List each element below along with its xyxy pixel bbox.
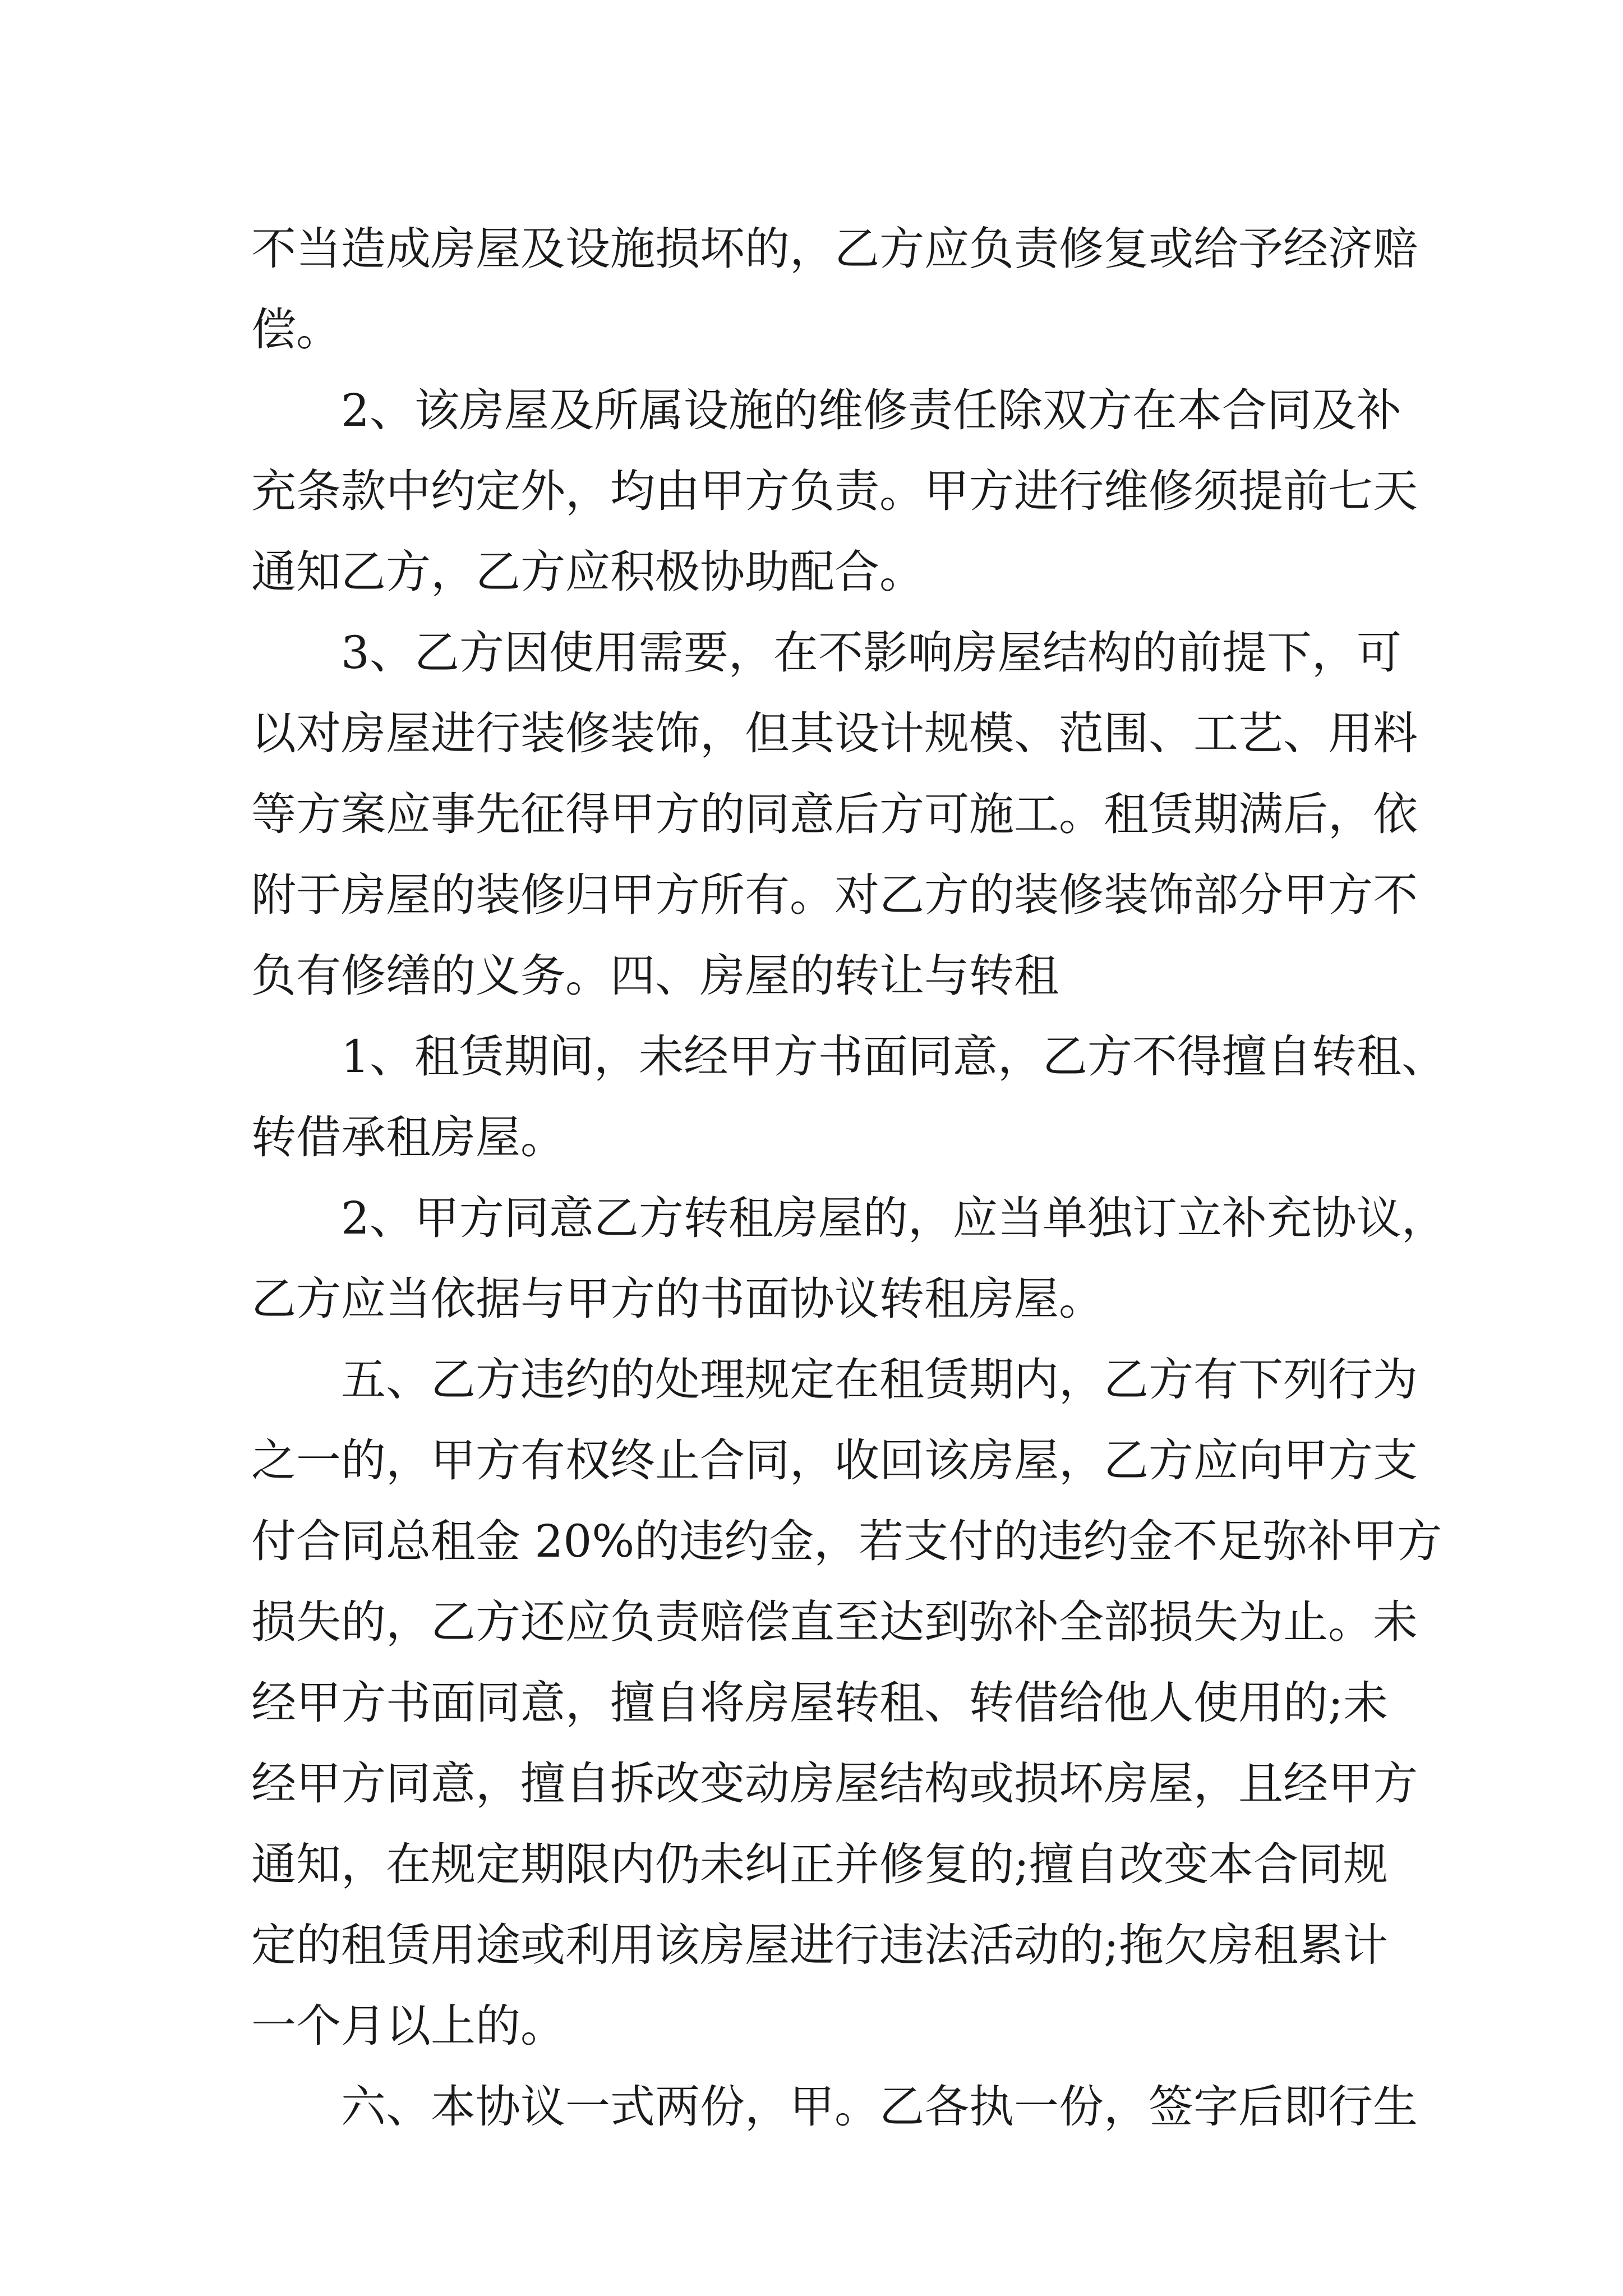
text-line: 付合同总租金 20%的违约金，若支付的违约金不足弥补甲方 [251,1515,1442,1567]
text-line: 充条款中约定外，均由甲方负责。甲方进行维修须提前七天 [251,465,1418,517]
text-line: 损失的，乙方还应负责赔偿直至达到弥补全部损失为止。未 [251,1596,1418,1648]
text-line: 一个月以上的。 [251,2000,565,2052]
paragraph-start-line: 六、本协议一式两份，甲。乙各执一份，签字后即行生 [341,2081,1418,2133]
text-line: 以对房屋进行装修装饰，但其设计规模、范围、工艺、用料 [251,707,1418,760]
paragraph-start-line: 2、该房屋及所属设施的维修责任除双方在本合同及补 [341,384,1401,436]
text-line: 偿。 [251,303,341,356]
text-line: 等方案应事先征得甲方的同意后方可施工。租赁期满后，依 [251,788,1418,840]
paragraph-start-line: 五、乙方违约的处理规定在租赁期内，乙方有下列行为 [341,1354,1418,1406]
text-line: 通知，在规定期限内仍未纠正并修复的;擅自改变本合同规 [251,1838,1388,1890]
text-line: 负有修缮的义务。四、房屋的转让与转租 [251,950,1059,1002]
text-line: 不当造成房屋及设施损坏的，乙方应负责修复或给予经济赔 [251,223,1418,275]
text-line: 附于房屋的装修归甲方所有。对乙方的装修装饰部分甲方不 [251,869,1418,921]
paragraph-start-line: 1、租赁期间，未经甲方书面同意，乙方不得擅自转租、 [341,1030,1446,1083]
paragraph-start-line: 3、乙方因使用需要，在不影响房屋结构的前提下，可 [341,627,1401,679]
document-page [251,209,1446,2147]
paragraph-start-line: 2、甲方同意乙方转租房屋的，应当单独订立补充协议， [341,1192,1446,1244]
text-line: 经甲方同意，擅自拆改变动房屋结构或损坏房屋，且经甲方 [251,1757,1418,1810]
text-line: 乙方应当依据与甲方的书面协议转租房屋。 [251,1273,1104,1325]
text-line: 转借承租房屋。 [251,1111,565,1163]
text-line: 之一的，甲方有权终止合同，收回该房屋，乙方应向甲方支 [251,1434,1418,1487]
text-line: 通知乙方，乙方应积极协助配合。 [251,546,924,598]
text-line: 定的租赁用途或利用该房屋进行违法活动的;拖欠房租累计 [251,1919,1388,1971]
text-line: 经甲方书面同意，擅自将房屋转租、转借给他人使用的;未 [251,1677,1388,1729]
